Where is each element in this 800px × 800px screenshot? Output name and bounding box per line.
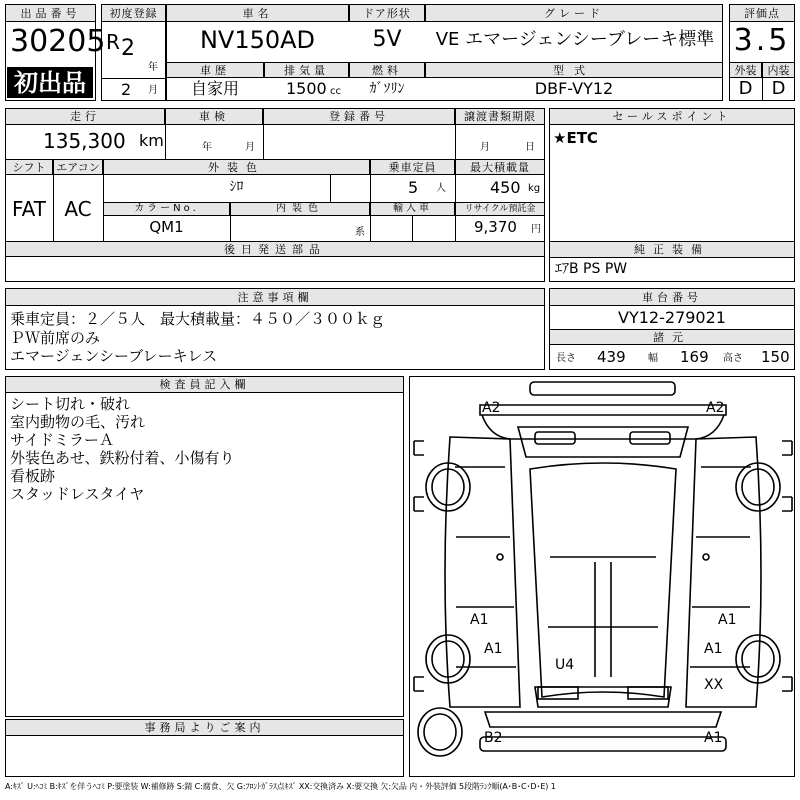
length: 439: [597, 348, 626, 366]
notes-line-1: 乗車定員：２／５人 最大積載量：４５０／３００ｋｇ: [10, 310, 386, 328]
transfer-month-unit: 月: [480, 142, 490, 153]
inspector-line-6: スタッドレスタイヤ: [10, 485, 145, 503]
int-color-label: 内装色: [230, 202, 370, 216]
interior-grade-label: 内装: [762, 62, 795, 78]
first-listing-badge: 初出品: [7, 67, 93, 98]
width: 169: [680, 348, 709, 366]
fuel: ｶﾞｿﾘﾝ: [369, 81, 405, 97]
mark-right-rear-corner: XX: [704, 677, 724, 693]
vehicle-outline: [410, 377, 796, 778]
inspector-line-1: シート切れ・破れ: [10, 395, 131, 413]
car-name-label: 車名: [166, 4, 349, 22]
grade-label: グレード: [425, 4, 723, 22]
inspection-label: 車検: [165, 108, 263, 125]
mark-rear-right: A1: [704, 730, 723, 746]
equipment-label: 純正装備: [549, 241, 795, 258]
score: 3.5: [733, 23, 791, 58]
dims-label: 諸元: [549, 329, 795, 345]
equipment-text: ｴｱB PS PW: [555, 261, 628, 277]
notes-label: 注意事項欄: [5, 288, 545, 306]
office-label: 事務局よりご案内: [5, 719, 404, 736]
month-unit: 月: [148, 85, 158, 96]
door-type: 5V: [372, 27, 402, 52]
interior-grade: D: [771, 78, 786, 99]
recycle-unit: 円: [531, 224, 541, 235]
transfer-day-unit: 日: [525, 142, 535, 153]
int-color-suffix: 系: [355, 227, 365, 238]
inspection-month-unit: 月: [245, 142, 255, 153]
door-label: ドア形状: [349, 4, 425, 22]
chassis-label: 車台番号: [549, 288, 795, 306]
mark-front-right: A2: [706, 400, 725, 416]
mark-right-door: A1: [718, 612, 737, 628]
lot-number-label: 出品番号: [5, 4, 96, 22]
first-reg-label: 初度登録: [101, 4, 166, 22]
later-parts-label: 後日発送部品: [5, 241, 545, 257]
lot-number: 30205: [10, 24, 106, 59]
displacement-unit: cc: [330, 86, 341, 97]
sales-point-label: セールスポイント: [549, 108, 795, 125]
import-label: 輸入車: [370, 202, 455, 216]
model-code-label: 型式: [425, 62, 723, 78]
width-label: 幅: [648, 353, 658, 364]
max-load-label: 最大積載量: [455, 159, 545, 175]
inspector-line-4: 外装色あせ、鉄粉付着、小傷有り: [10, 449, 235, 467]
capacity-unit: 人: [436, 183, 446, 194]
year-unit: 年: [148, 62, 158, 73]
inspector-line-3: サイドミラーＡ: [10, 431, 114, 449]
mark-rear-left: B2: [484, 730, 503, 746]
legend: A:ｷｽﾞ U:ﾍｺﾐ B:ｷｽﾞを伴うﾍｺﾐ P:要塗装 W:補修跡 S:錆 C:腐食、欠 G:ﾌﾛﾝﾄｶﾞﾗｽ点ｷｽﾞ XX:交換済み X:要交換 欠:欠品 内・外装評価 5段階ﾗﾝｸ順(A･B･C･D･E) 1: [5, 782, 556, 791]
mark-front-left: A2: [482, 400, 501, 416]
history: 自家用: [190, 79, 239, 98]
mileage-unit: km: [139, 131, 164, 150]
height-label: 高さ: [723, 353, 743, 364]
inspector-label: 検査員記入欄: [5, 376, 404, 393]
score-label: 評価点: [729, 4, 795, 22]
inspection-year-unit: 年: [202, 142, 212, 153]
inspector-line-2: 室内動物の毛、汚れ: [10, 413, 146, 431]
color-no: QM1: [149, 218, 184, 236]
displacement: 1500: [286, 79, 327, 98]
recycle-label: リサイクル預託金: [455, 202, 545, 216]
chassis-number: VY12-279021: [618, 308, 726, 327]
registration-label: 登録番号: [263, 108, 455, 125]
height: 150: [761, 348, 790, 366]
ac-label: エアコン: [53, 159, 103, 175]
history-label: 車歴: [166, 62, 264, 78]
transfer-label: 譲渡書類期限: [455, 108, 545, 125]
reg-month: 2: [121, 80, 132, 99]
ac: AC: [64, 197, 92, 221]
grade: VE エマージェンシーブレーキ標準: [435, 29, 715, 50]
mileage: 135,300: [43, 129, 126, 153]
displacement-label: 排気量: [264, 62, 349, 78]
max-load-unit: kg: [528, 183, 541, 194]
ext-color: ｼﾛ: [229, 179, 244, 195]
exterior-grade: D: [738, 78, 753, 99]
era: R: [106, 30, 120, 54]
recycle: 9,370: [474, 218, 517, 236]
shift-label: シフト: [5, 159, 53, 175]
shift: FAT: [11, 197, 46, 221]
color-no-label: カラーNo.: [103, 202, 230, 216]
exterior-grade-label: 外装: [729, 62, 762, 78]
mark-right-rear-fender: A1: [704, 641, 723, 657]
ext-color-label: 外装色: [103, 159, 370, 175]
model-code: DBF-VY12: [534, 79, 614, 98]
mark-left-door: A1: [470, 612, 489, 628]
notes-line-2: ＰＷ前席のみ: [10, 329, 101, 347]
mark-floor: U4: [555, 657, 575, 673]
damage-diagram: [409, 376, 795, 777]
fuel-label: 燃料: [349, 62, 425, 78]
car-name: NV150AD: [199, 26, 316, 54]
capacity-label: 乗車定員: [370, 159, 455, 175]
reg-year: 2: [121, 36, 135, 61]
sales-point-text: ★ETC: [553, 129, 598, 147]
length-label: 長さ: [556, 353, 576, 364]
capacity: 5: [408, 178, 419, 197]
inspector-line-5: 看板跡: [10, 467, 56, 485]
max-load: 450: [490, 178, 521, 197]
notes-line-3: エマージェンシーブレーキレス: [10, 347, 218, 365]
mileage-label: 走行: [5, 108, 165, 125]
mark-left-rear-fender: A1: [484, 641, 503, 657]
